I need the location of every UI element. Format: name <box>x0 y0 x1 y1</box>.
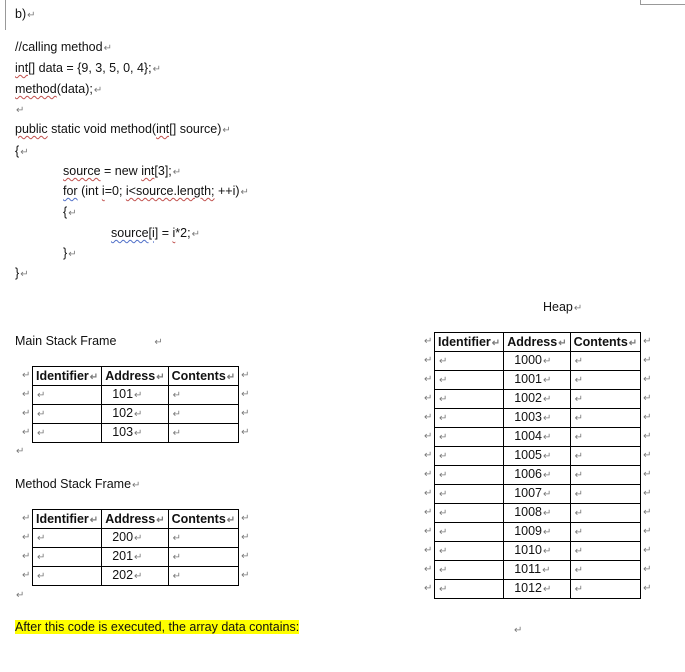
table-row <box>435 390 641 409</box>
code-method-call: method(data);↵ <box>15 82 103 96</box>
cell-end-mark: ↵ <box>134 409 143 420</box>
cell-end-mark: ↵ <box>543 375 552 386</box>
address-cell: 1003↵ <box>504 409 570 428</box>
table-row <box>33 405 239 424</box>
row-end-mark: ↵ <box>643 373 652 385</box>
contents-cell[interactable] <box>570 580 641 599</box>
cell-end-mark: ↵ <box>89 372 99 383</box>
row-end-mark: ↵ <box>643 392 652 404</box>
row-end-mark: ↵ <box>643 525 652 537</box>
row-start-mark: ↵ <box>22 388 31 400</box>
row-start-mark: ↵ <box>22 569 31 581</box>
address-cell: 1006↵ <box>504 466 570 485</box>
code-inner-close-brace: }↵ <box>63 246 77 260</box>
cell-end-mark: ↵ <box>543 489 552 500</box>
code-open-brace: {↵ <box>15 144 29 158</box>
contents-cell[interactable] <box>570 485 641 504</box>
cell-end-mark: ↵ <box>543 432 552 443</box>
header-contents: Contents↵ <box>168 367 239 386</box>
cell-end-mark: ↵ <box>134 552 143 563</box>
contents-cell[interactable] <box>570 352 641 371</box>
cell-end-mark: ↵ <box>439 489 448 500</box>
row-end-mark: ↵ <box>643 335 652 347</box>
address-cell: 1008↵ <box>504 504 570 523</box>
cell-end-mark: ↵ <box>439 451 448 462</box>
cell-end-mark: ↵ <box>543 508 552 519</box>
identifier-cell[interactable] <box>435 390 504 409</box>
table-row <box>435 504 641 523</box>
header-contents: Contents↵ <box>168 510 239 529</box>
row-start-mark: ↵ <box>424 354 433 366</box>
table-row <box>435 466 641 485</box>
row-end-mark: ↵ <box>241 388 250 400</box>
identifier-cell[interactable] <box>33 529 102 548</box>
blank-line: ↵ <box>16 446 25 457</box>
cell-end-mark: ↵ <box>543 527 552 538</box>
method-stack-title: Method Stack Frame↵ <box>15 477 141 491</box>
cell-end-mark: ↵ <box>439 375 448 386</box>
code-for-loop: for (int i=0; i<source.length; ++i)↵ <box>63 184 249 198</box>
address-cell: 1007↵ <box>504 485 570 504</box>
address-cell: 1012↵ <box>504 580 570 599</box>
table-row <box>435 447 641 466</box>
code-comment: //calling method↵ <box>15 40 112 54</box>
identifier-cell[interactable] <box>435 561 504 580</box>
identifier-cell[interactable] <box>435 523 504 542</box>
address-cell: 1002↵ <box>504 390 570 409</box>
cell-end-mark: ↵ <box>574 413 583 424</box>
blank-line: ↵ <box>16 105 25 116</box>
row-end-mark: ↵ <box>643 468 652 480</box>
row-end-mark: ↵ <box>241 512 250 524</box>
header-identifier: Identifier↵ <box>33 510 102 529</box>
cell-end-mark: ↵ <box>134 533 143 544</box>
row-start-mark: ↵ <box>424 582 433 594</box>
cell-end-mark: ↵ <box>574 527 583 538</box>
address-cell: 103↵ <box>102 424 168 443</box>
main-stack-title: Main Stack Frame ↵ <box>15 334 163 348</box>
table-row <box>435 409 641 428</box>
cell-end-mark: ↵ <box>226 515 236 526</box>
contents-cell[interactable] <box>570 561 641 580</box>
table-row <box>33 548 239 567</box>
header-address: Address↵ <box>102 510 168 529</box>
row-end-mark: ↵ <box>643 430 652 442</box>
row-end-mark: ↵ <box>241 407 250 419</box>
cell-end-mark: ↵ <box>439 470 448 481</box>
identifier-cell[interactable] <box>435 428 504 447</box>
table-row <box>33 424 239 443</box>
row-start-mark: ↵ <box>22 531 31 543</box>
cell-end-mark: ↵ <box>574 451 583 462</box>
identifier-cell[interactable] <box>435 371 504 390</box>
question-text: After this code is executed, the array data contains: <box>15 620 300 634</box>
table-row <box>435 561 641 580</box>
cell-end-mark: ↵ <box>439 565 448 576</box>
cell-end-mark: ↵ <box>439 356 448 367</box>
identifier-cell[interactable] <box>435 352 504 371</box>
identifier-cell[interactable] <box>33 386 102 405</box>
row-start-mark: ↵ <box>424 335 433 347</box>
identifier-cell[interactable] <box>435 580 504 599</box>
row-end-mark: ↵ <box>643 354 652 366</box>
row-end-mark: ↵ <box>241 569 250 581</box>
cell-end-mark: ↵ <box>134 428 143 439</box>
cell-end-mark: ↵ <box>543 394 552 405</box>
row-start-mark: ↵ <box>22 550 31 562</box>
table-row <box>435 371 641 390</box>
cell-end-mark: ↵ <box>574 356 583 367</box>
code-method-signature: public static void method(int[] source)↵ <box>15 122 231 136</box>
address-cell: 1011↵ <box>504 561 570 580</box>
identifier-cell[interactable] <box>435 542 504 561</box>
header-identifier: Identifier↵ <box>33 367 102 386</box>
cell-end-mark: ↵ <box>543 413 552 424</box>
cell-end-mark: ↵ <box>172 533 181 544</box>
cell-end-mark: ↵ <box>172 390 181 401</box>
cell-end-mark: ↵ <box>543 356 552 367</box>
address-cell: 202↵ <box>102 567 168 586</box>
table-row <box>435 542 641 561</box>
row-start-mark: ↵ <box>424 449 433 461</box>
contents-cell[interactable] <box>570 466 641 485</box>
table-row <box>33 386 239 405</box>
cell-end-mark: ↵ <box>172 428 181 439</box>
paragraph-mark: ↵ <box>514 625 523 636</box>
cell-end-mark: ↵ <box>37 409 46 420</box>
cell-end-mark: ↵ <box>628 338 638 349</box>
address-cell: 1005↵ <box>504 447 570 466</box>
cell-end-mark: ↵ <box>172 571 181 582</box>
cell-end-mark: ↵ <box>574 546 583 557</box>
cell-end-mark: ↵ <box>439 394 448 405</box>
paragraph-mark: ↵ <box>27 10 36 21</box>
header-contents: Contents↵ <box>570 333 641 352</box>
row-start-mark: ↵ <box>424 411 433 423</box>
identifier-cell[interactable] <box>435 409 504 428</box>
row-end-mark: ↵ <box>241 550 250 562</box>
row-end-mark: ↵ <box>643 582 652 594</box>
cell-end-mark: ↵ <box>156 515 165 526</box>
cell-end-mark: ↵ <box>574 584 583 595</box>
row-start-mark: ↵ <box>424 468 433 480</box>
cell-end-mark: ↵ <box>558 338 567 349</box>
section-heading: b)↵ <box>15 7 36 21</box>
address-cell: 201↵ <box>102 548 168 567</box>
address-cell: 1004↵ <box>504 428 570 447</box>
contents-cell[interactable] <box>570 542 641 561</box>
heap-title: Heap↵ <box>543 300 583 314</box>
row-end-mark: ↵ <box>643 506 652 518</box>
identifier-cell[interactable] <box>435 447 504 466</box>
identifier-cell[interactable] <box>33 548 102 567</box>
address-cell: 102↵ <box>102 405 168 424</box>
cell-end-mark: ↵ <box>134 390 143 401</box>
cell-end-mark: ↵ <box>156 372 165 383</box>
cell-end-mark: ↵ <box>574 508 583 519</box>
row-start-mark: ↵ <box>22 407 31 419</box>
cell-end-mark: ↵ <box>574 565 583 576</box>
cell-end-mark: ↵ <box>543 451 552 462</box>
cell-end-mark: ↵ <box>439 546 448 557</box>
contents-cell[interactable] <box>168 386 239 405</box>
cell-end-mark: ↵ <box>37 428 46 439</box>
cell-end-mark: ↵ <box>542 565 551 576</box>
row-end-mark: ↵ <box>241 369 250 381</box>
row-start-mark: ↵ <box>424 544 433 556</box>
table-header-row <box>33 510 239 529</box>
cell-end-mark: ↵ <box>37 552 46 563</box>
row-end-mark: ↵ <box>241 531 250 543</box>
header-address: Address↵ <box>102 367 168 386</box>
contents-cell[interactable] <box>168 405 239 424</box>
code-array-assign: source = new int[3];↵ <box>63 164 182 178</box>
row-end-mark: ↵ <box>643 563 652 575</box>
contents-cell[interactable] <box>168 548 239 567</box>
row-start-mark: ↵ <box>22 426 31 438</box>
method-stack-table <box>32 509 239 586</box>
row-end-mark: ↵ <box>643 487 652 499</box>
identifier-cell[interactable] <box>435 504 504 523</box>
cell-end-mark: ↵ <box>439 413 448 424</box>
contents-cell[interactable] <box>570 390 641 409</box>
table-row <box>435 485 641 504</box>
cell-end-mark: ↵ <box>491 338 501 349</box>
cell-end-mark: ↵ <box>439 584 448 595</box>
contents-cell[interactable] <box>168 529 239 548</box>
table-header-row <box>33 367 239 386</box>
main-stack-table <box>32 366 239 443</box>
cell-end-mark: ↵ <box>37 533 46 544</box>
row-end-mark: ↵ <box>643 544 652 556</box>
address-cell: 1010↵ <box>504 542 570 561</box>
margin-corner-top-right <box>640 0 685 5</box>
cell-end-mark: ↵ <box>134 571 143 582</box>
table-row <box>435 428 641 447</box>
address-cell: 200↵ <box>102 529 168 548</box>
row-end-mark: ↵ <box>241 426 250 438</box>
identifier-cell[interactable] <box>33 405 102 424</box>
row-start-mark: ↵ <box>424 506 433 518</box>
cell-end-mark: ↵ <box>89 515 99 526</box>
address-cell: 1009↵ <box>504 523 570 542</box>
code-inner-open-brace: {↵ <box>63 205 77 219</box>
row-start-mark: ↵ <box>424 430 433 442</box>
identifier-cell[interactable] <box>33 424 102 443</box>
table-row <box>435 580 641 599</box>
cell-end-mark: ↵ <box>574 470 583 481</box>
cell-end-mark: ↵ <box>439 527 448 538</box>
cell-end-mark: ↵ <box>37 571 46 582</box>
cell-end-mark: ↵ <box>543 546 552 557</box>
cell-end-mark: ↵ <box>574 489 583 500</box>
cell-end-mark: ↵ <box>543 470 552 481</box>
row-start-mark: ↵ <box>424 373 433 385</box>
blank-line: ↵ <box>16 590 25 601</box>
address-cell: 1000↵ <box>504 352 570 371</box>
identifier-cell[interactable] <box>33 567 102 586</box>
identifier-cell[interactable] <box>435 485 504 504</box>
table-row <box>435 523 641 542</box>
row-end-mark: ↵ <box>643 411 652 423</box>
table-row <box>33 567 239 586</box>
contents-cell[interactable] <box>570 523 641 542</box>
cell-end-mark: ↵ <box>172 409 181 420</box>
table-header-row <box>435 333 641 352</box>
row-start-mark: ↵ <box>424 525 433 537</box>
cell-end-mark: ↵ <box>172 552 181 563</box>
row-start-mark: ↵ <box>22 369 31 381</box>
row-start-mark: ↵ <box>424 487 433 499</box>
contents-cell[interactable] <box>570 447 641 466</box>
code-loop-body: source[i] = i*2;↵ <box>111 226 200 240</box>
cell-end-mark: ↵ <box>439 432 448 443</box>
cell-end-mark: ↵ <box>574 432 583 443</box>
code-declaration: int[] data = {9, 3, 5, 0, 4};↵ <box>15 61 161 75</box>
code-close-brace: }↵ <box>15 266 29 280</box>
cell-end-mark: ↵ <box>543 584 552 595</box>
address-cell: 1001↵ <box>504 371 570 390</box>
cell-end-mark: ↵ <box>574 375 583 386</box>
contents-cell[interactable] <box>570 504 641 523</box>
cell-end-mark: ↵ <box>439 508 448 519</box>
table-row <box>435 352 641 371</box>
contents-cell[interactable] <box>570 409 641 428</box>
header-identifier: Identifier↵ <box>435 333 504 352</box>
row-start-mark: ↵ <box>22 512 31 524</box>
contents-cell[interactable] <box>570 428 641 447</box>
cell-end-mark: ↵ <box>574 394 583 405</box>
contents-cell[interactable] <box>168 424 239 443</box>
header-address: Address↵ <box>504 333 570 352</box>
row-start-mark: ↵ <box>424 392 433 404</box>
address-cell: 101↵ <box>102 386 168 405</box>
identifier-cell[interactable] <box>435 466 504 485</box>
contents-cell[interactable] <box>168 567 239 586</box>
cell-end-mark: ↵ <box>226 372 236 383</box>
row-end-mark: ↵ <box>643 449 652 461</box>
table-row <box>33 529 239 548</box>
row-start-mark: ↵ <box>424 563 433 575</box>
cell-end-mark: ↵ <box>37 390 46 401</box>
margin-corner-top-left <box>0 0 6 30</box>
contents-cell[interactable] <box>570 371 641 390</box>
heap-table <box>434 332 641 599</box>
